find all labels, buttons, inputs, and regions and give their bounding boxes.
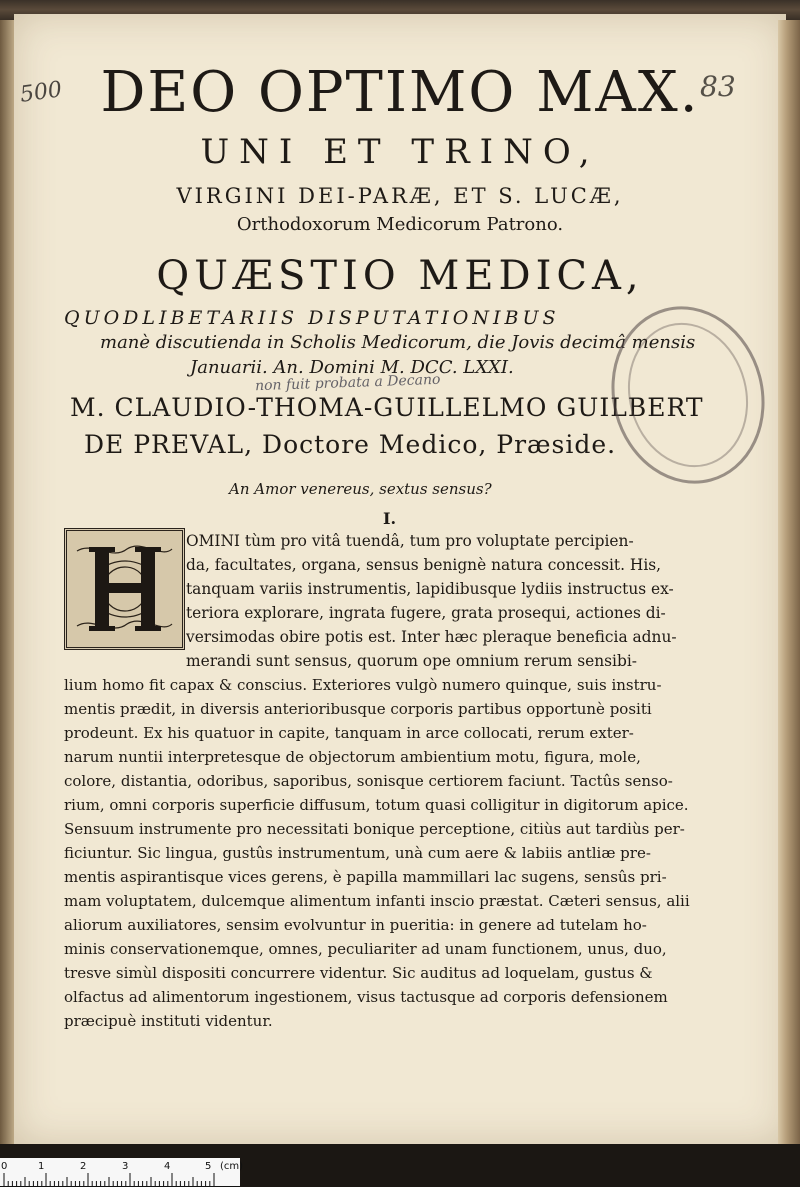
ruler-label: (cm) bbox=[220, 1161, 244, 1172]
body-line: colore, distantia, odoribus, saporibus, sonisque certiorem faciunt. Tactûs senso- bbox=[64, 772, 673, 790]
body-line: mentis aspirantisque vices gerens, è papilla mammillari lac sugens, sensûs pri- bbox=[64, 868, 667, 886]
ruler-label: 5 bbox=[205, 1161, 212, 1172]
ruler-label: 0 bbox=[1, 1161, 8, 1172]
dedication-line-1: DEO OPTIMO MAX. bbox=[100, 60, 700, 125]
ruler-label: 2 bbox=[80, 1161, 87, 1172]
body-line: merandi sunt sensus, quorum ope omnium rerum sensibi- bbox=[186, 652, 637, 670]
schedule-line: manè discutienda in Scholis Medicorum, die Jovis decimâ mensis bbox=[100, 332, 696, 353]
body-line: rium, omni corporis superficie diffusum, totum quasi colligitur in digitorum apice. bbox=[64, 796, 689, 814]
date-line: Januarii. An. Domini M. DCC. LXXI. bbox=[190, 357, 514, 378]
decorated-initial-h-icon bbox=[64, 528, 185, 650]
quaestio-heading: QUÆSTIO MEDICA, bbox=[156, 253, 644, 299]
disputation-line: QUODLIBETARIIS DISPUTATIONIBUS bbox=[64, 307, 560, 329]
dedication-line-3: VIRGINI DEI-PARÆ, ET S. LUCÆ, bbox=[176, 184, 624, 208]
body-line: minis conservationemque, omnes, peculiariter ad unam functionem, unus, duo, bbox=[64, 940, 667, 958]
disputation-question: An Amor venereus, sextus sensus? bbox=[229, 480, 492, 498]
margin-number: 500 bbox=[18, 77, 64, 108]
body-line: prodeunt. Ex his quatuor in capite, tanquam in arce collocati, rerum exter- bbox=[64, 724, 634, 742]
scale-ruler bbox=[0, 1158, 244, 1187]
dedication-line-2: UNI ET TRINO, bbox=[200, 132, 600, 172]
ruler-label: 1 bbox=[38, 1161, 45, 1172]
body-line: mam voluptatem, dulcemque alimentum infanti inscio præstat. Cæteri sensus, alii bbox=[64, 892, 690, 910]
body-line: præcipuè instituti videntur. bbox=[64, 1012, 273, 1030]
dedication-line-4: Orthodoxorum Medicorum Patrono. bbox=[236, 214, 564, 235]
praeses-title-line: DE PREVAL, Doctore Medico, Præside. bbox=[84, 430, 617, 459]
body-line: olfactus ad alimentorum ingestionem, visus tactusque ad corporis defensionem bbox=[64, 988, 668, 1006]
body-line: da, facultates, organa, sensus benignè natura concessit. His, bbox=[186, 556, 662, 574]
body-line: aliorum auxiliatores, sensim evolvuntur in pueritia: in genere ad tutelam ho- bbox=[64, 916, 647, 934]
body-line: tresve simùl dispositi concurrere videntur. Sic auditus ad loquelam, gustus & bbox=[64, 964, 653, 982]
body-line: ficiuntur. Sic lingua, gustûs instrumentum, unà cum aere & labiis antliæ pre- bbox=[64, 844, 651, 862]
body-line: Sensuum instrumente pro necessitati bonique perceptione, citiùs aut tardiùs per- bbox=[64, 820, 685, 838]
body-line: OMINI tùm pro vitâ tuendâ, tum pro voluptate percipien- bbox=[186, 532, 634, 550]
body-line: narum nuntii interpretesque de objectorum ambientium motu, figura, mole, bbox=[64, 748, 641, 766]
body-line: tanquam variis instrumentis, lapidibusque lydiis instructus ex- bbox=[186, 580, 674, 598]
ruler-label: 3 bbox=[122, 1161, 129, 1172]
body-line: versimodas obire potis est. Inter hæc pleraque beneficia adnu- bbox=[186, 628, 677, 646]
praeses-name-line: M. CLAUDIO-THOMA-GUILLELMO GUILBERT bbox=[70, 393, 704, 422]
ruler-label: 4 bbox=[164, 1161, 171, 1172]
body-line: lium homo fit capax & conscius. Exteriores vulgò numero quinque, suis instru- bbox=[64, 676, 662, 694]
body-line: teriora explorare, ingrata fugere, grata prosequi, actiones di- bbox=[186, 604, 666, 622]
body-line: mentis prædit, in diversis anterioribusque corporis partibus opportunè positi bbox=[64, 700, 652, 718]
section-numeral: I. bbox=[383, 509, 397, 528]
manuscript-note: non fuit probata a Decano bbox=[254, 371, 441, 395]
folio-number: 83 bbox=[700, 70, 736, 103]
